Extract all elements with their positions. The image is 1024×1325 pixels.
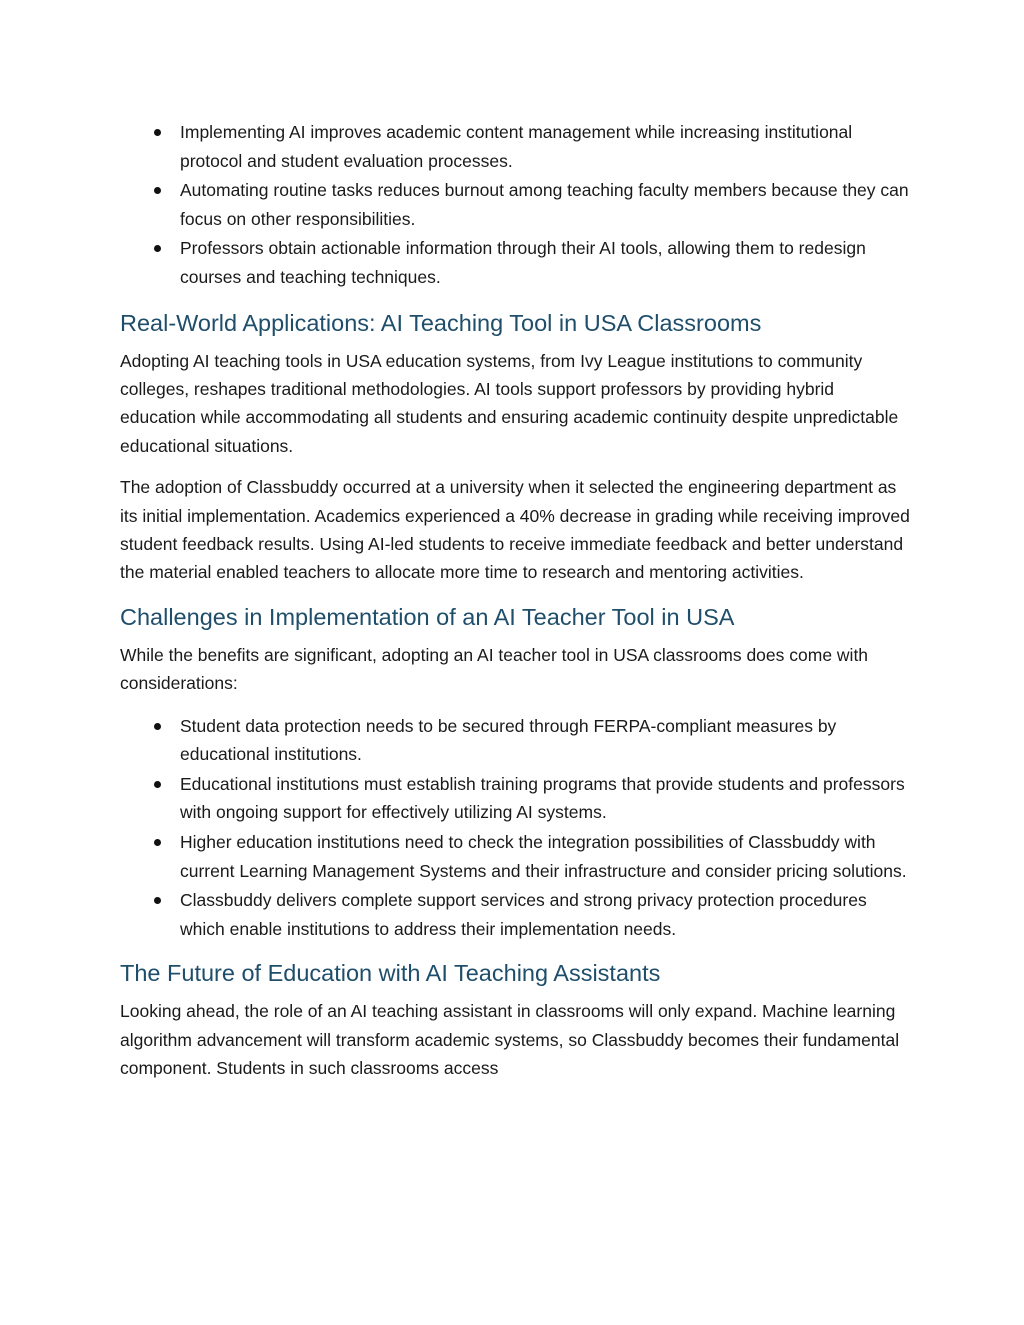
- benefits-list: [120, 118, 910, 292]
- paragraph-challenges-intro: While the benefits are significant, adopting an AI teacher tool in USA classrooms does come with considerations:: [120, 644, 869, 694]
- list-item-text: Classbuddy delivers complete support services and strong privacy protection procedures which enable institutions to address their implementation needs.: [180, 890, 867, 939]
- bullet-icon: [154, 723, 161, 730]
- paragraph-realworld-1: Adopting AI teaching tools in USA education systems, from Ivy League institutions to community colleges, reshapes traditional methodologies. AI tools support professors by providing hybrid education while accommodating all students and ensuring academic continuity despite unpredictable educational situations.: [120, 350, 899, 456]
- list-item: [120, 828, 910, 885]
- list-item: [120, 886, 910, 943]
- document-page: [120, 118, 910, 1083]
- list-item: [120, 234, 910, 291]
- section-heading-realworld: Real-World Applications: AI Teaching Tool in USA Classrooms: [120, 309, 762, 336]
- paragraph-future: Looking ahead, the role of an AI teaching assistant in classrooms will only expand. Machine learning algorithm advancement will transform academic systems, so Classbuddy becomes their fundamental component. Students in such classrooms access: [120, 1001, 900, 1079]
- list-item-text: Implementing AI improves academic content management while increasing institutional protocol and student evaluation processes.: [180, 122, 853, 171]
- list-item-text: Automating routine tasks reduces burnout among teaching faculty members because they can focus on other responsibilities.: [180, 180, 909, 229]
- bullet-icon: [154, 245, 161, 252]
- bullet-icon: [154, 839, 161, 846]
- list-item: [120, 118, 910, 175]
- bullet-icon: [154, 897, 161, 904]
- list-item-text: Student data protection needs to be secured through FERPA-compliant measures by educational institutions.: [180, 715, 837, 765]
- section-heading-future: The Future of Education with AI Teaching Assistants: [120, 960, 661, 987]
- list-item-text: Educational institutions must establish training programs that provide students and professors with ongoing support for effectively utilizing AI systems.: [180, 773, 905, 823]
- challenges-list: [120, 712, 910, 944]
- list-item: [120, 176, 910, 233]
- bullet-icon: [154, 187, 161, 194]
- bullet-icon: [154, 781, 161, 788]
- list-item-text: Higher education institutions need to check the integration possibilities of Classbuddy with current Learning Management Systems and their infrastructure and consider pricing solutions.: [180, 832, 907, 881]
- section-heading-challenges: Challenges in Implementation of an AI Teacher Tool in USA: [120, 603, 735, 630]
- list-item: [120, 712, 910, 769]
- list-item: [120, 770, 910, 827]
- list-item-text: Professors obtain actionable information through their AI tools, allowing them to redesign courses and teaching techniques.: [180, 238, 866, 287]
- paragraph-realworld-2: The adoption of Classbuddy occurred at a university when it selected the engineering department as its initial implementation. Academics experienced a 40% decrease in grading while receiving improved student feedback results. Using AI-led students to receive immediate feedback and better understand the material enabled teachers to allocate more time to research and mentoring activities.: [120, 477, 910, 583]
- bullet-icon: [154, 129, 161, 136]
